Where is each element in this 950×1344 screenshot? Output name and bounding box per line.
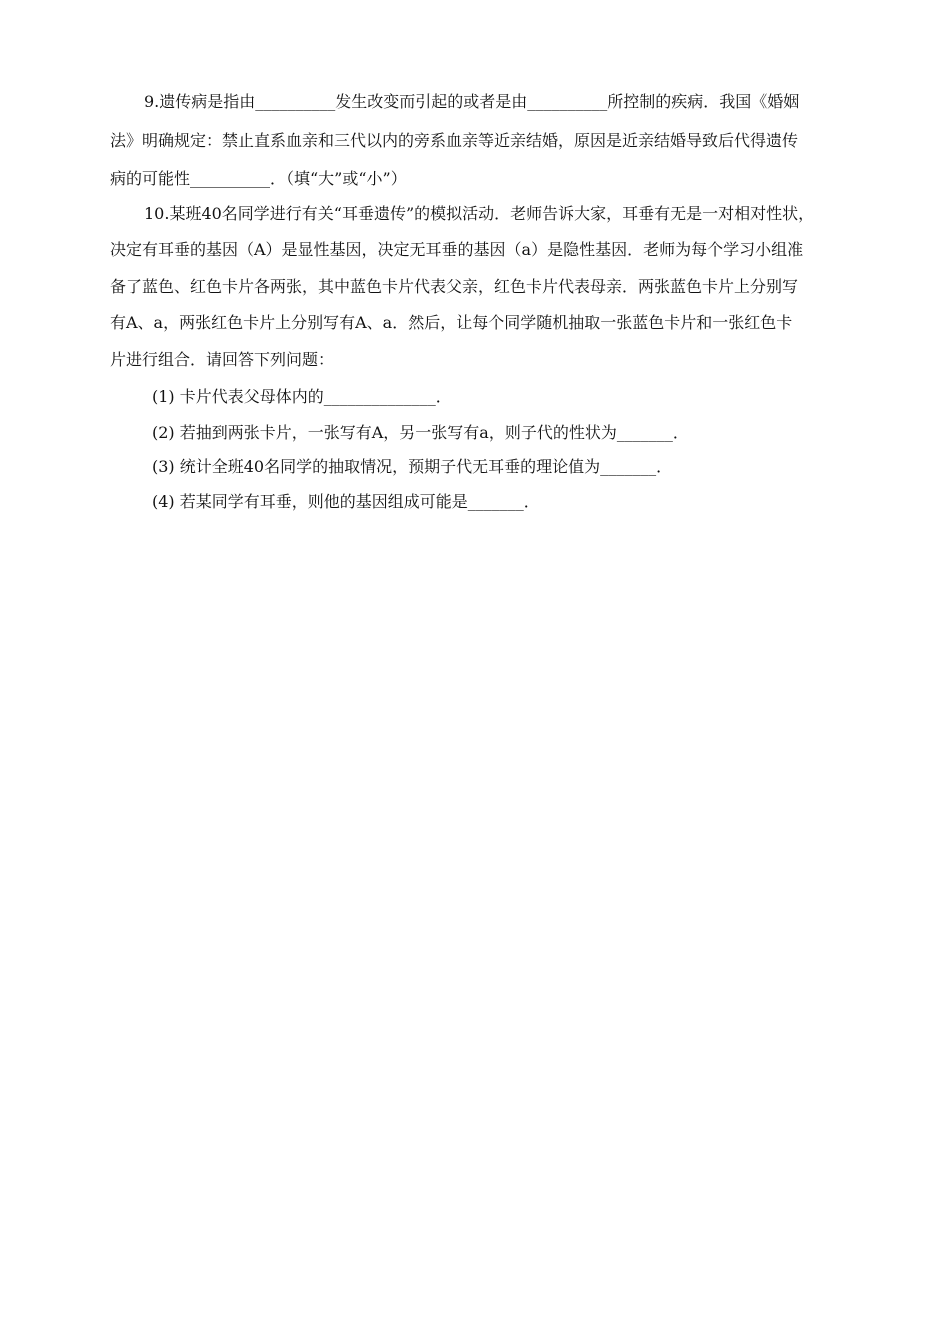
q10-line-2: 决定有耳垂的基因（A）是显性基因，决定无耳垂的基因（a）是隐性基因．老师为每个学习小组准 <box>110 240 804 259</box>
q10-subquestion-3: (3) 统计全班40名同学的抽取情况，预期子代无耳垂的理论值为_______． <box>152 457 673 476</box>
q10-line-1: 10.某班40名同学进行有关“耳垂遗传”的模拟活动．老师告诉大家，耳垂有无是一对相对性状， <box>144 204 815 223</box>
q10-line-5: 片进行组合．请回答下列问题： <box>110 350 335 369</box>
q10-subquestion-4: (4) 若某同学有耳垂，则他的基因组成可能是_______． <box>152 492 540 511</box>
q9-line-2: 法》明确规定：禁止直系血亲和三代以内的旁系血亲等近亲结婚，原因是近亲结婚导致后代得遗传 <box>110 131 799 150</box>
q10-subquestion-1: (1) 卡片代表父母体内的______________． <box>152 387 452 406</box>
q9-line-3: 病的可能性__________．（填“大”或“小”） <box>110 169 407 188</box>
q10-line-3: 备了蓝色、红色卡片各两张，其中蓝色卡片代表父亲，红色卡片代表母亲．两张蓝色卡片上分别写 <box>110 277 799 296</box>
q10-subquestion-2: (2) 若抽到两张卡片，一张写有A，另一张写有a，则子代的性状为_______． <box>152 423 689 442</box>
q9-line-1: 9.遗传病是指由__________发生改变而引起的或者是由__________所控制的疾病．我国《婚姻 <box>144 92 800 111</box>
q10-line-4: 有A、a，两张红色卡片上分别写有A、a．然后，让每个同学随机抽取一张蓝色卡片和一张红色卡 <box>110 313 793 332</box>
